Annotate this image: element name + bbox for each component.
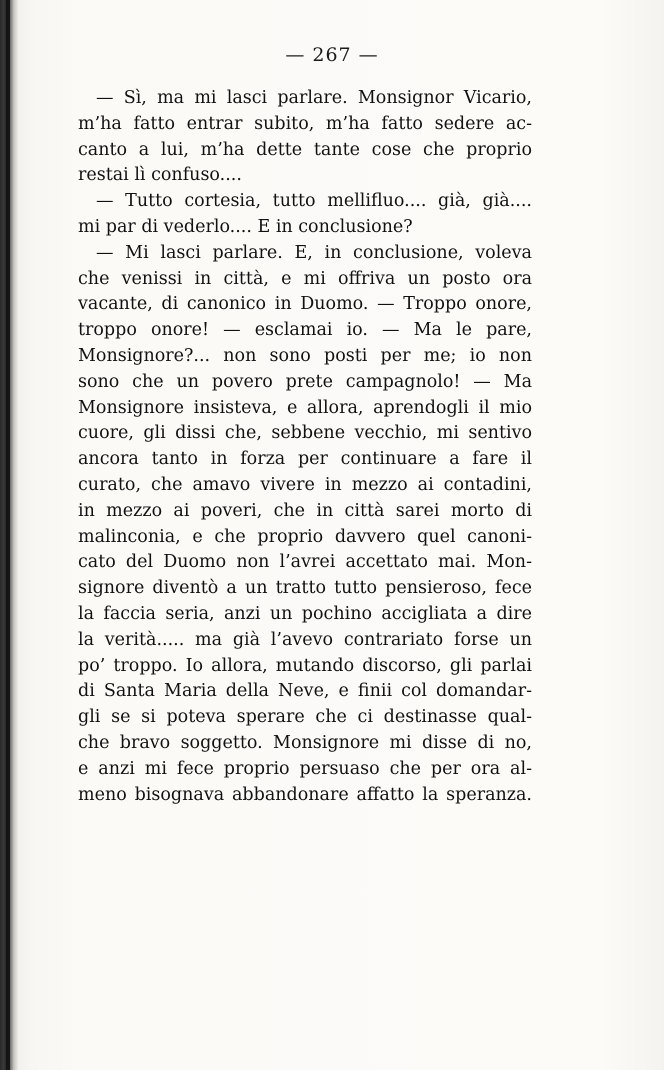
book-spine-edge: [6, 0, 10, 1070]
text-line: troppo onore! — esclamai io. — Ma le pare,: [78, 320, 532, 341]
text-line: di Santa Maria della Neve, e finii col domandar-: [78, 681, 532, 702]
text-line: che bravo soggetto. Monsignore mi disse di no,: [78, 732, 532, 753]
text-line: signore diventò a un tratto tutto pensieroso, fece: [78, 578, 532, 599]
text-line: e anzi mi fece proprio persuaso che per ora al-: [78, 758, 532, 779]
text-line: curato, che amavo vivere in mezzo ai contadini,: [78, 474, 532, 495]
text-line: — Mi lasci parlare. E, in conclusione, voleva: [96, 242, 532, 263]
text-line: la faccia seria, anzi un pochino accigliata a dire: [78, 603, 532, 624]
text-line: Monsignore?... non sono posti per me; io non: [78, 345, 532, 366]
page-number: — 267 —: [285, 44, 379, 66]
text-line: cato del Duomo non l’avrei accettato mai. Mon-: [78, 552, 532, 573]
text-line: restai lì confuso....: [78, 165, 242, 186]
text-line: Monsignore insisteva, e allora, aprendogli il mio: [78, 397, 532, 418]
text-line: meno bisognava abbandonare affatto la speranza.: [78, 784, 532, 805]
text-line: la verità..... ma già l’avevo contrariato forse un: [78, 629, 532, 650]
text-line: canto a lui, m’ha dette tante cose che proprio: [78, 139, 532, 160]
text-line: che venissi in città, e mi offriva un posto ora: [78, 268, 532, 289]
text-line: gli se si poteva sperare che ci destinasse qual-: [78, 707, 532, 728]
body-text: [78, 86, 532, 808]
text-line: vacante, di canonico in Duomo. — Troppo onore,: [78, 294, 532, 315]
text-line: ancora tanto in forza per continuare a fare il: [78, 449, 532, 470]
text-line: m’ha fatto entrar subito, m’ha fatto sedere ac-: [78, 113, 532, 134]
text-line: — Tutto cortesia, tutto mellifluo.... già, già....: [96, 191, 532, 212]
text-line: in mezzo ai poveri, che in città sarei morto di: [78, 500, 532, 521]
text-line: cuore, gli dissi che, sebbene vecchio, mi sentivo: [78, 423, 532, 444]
text-line: mi par di vederlo.... E in conclusione?: [78, 216, 413, 237]
text-line: sono che un povero prete campagnolo! — Ma: [78, 371, 532, 392]
text-line: po’ troppo. Io allora, mutando discorso, gli parlai: [78, 655, 532, 676]
text-line: malinconia, e che proprio davvero quel canoni-: [78, 526, 532, 547]
text-line: — Sì, ma mi lasci parlare. Monsignor Vicario,: [96, 88, 532, 108]
